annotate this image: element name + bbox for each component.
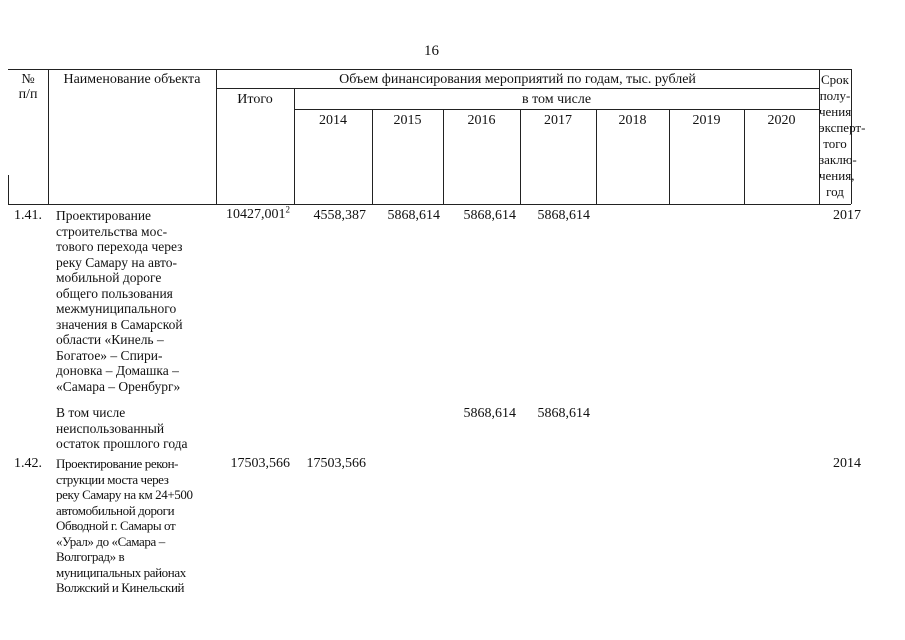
row-1-sub-value-2016: 5868,614 bbox=[463, 406, 516, 421]
header-year-2014: 2014 bbox=[319, 113, 347, 128]
header-num: № п/п bbox=[18, 72, 38, 102]
header-year-2020: 2020 bbox=[767, 113, 796, 128]
header-funding: Объем финансирования мероприятий по годам, тыс. рублей bbox=[339, 72, 696, 87]
header-rule-funding bbox=[216, 88, 819, 89]
row-1-value-2016: 5868,614 bbox=[463, 208, 516, 223]
row-1-name: Проектирование строительства мос- тового перехода через реку Самару на авто- мобильной дороге общего пользования межмуниципального значения в Самарской области «Кинель – Богатое» – Спири- доновка – Домашка – «Самара – Оренбург» bbox=[56, 208, 183, 394]
page-number: 16 bbox=[424, 43, 439, 59]
header-deadline: Срок полу- чения эксперт- того заклю- чения, год bbox=[819, 72, 866, 199]
row-1-sub-value-2017: 5868,614 bbox=[537, 406, 590, 421]
header-year-2018: 2018 bbox=[618, 113, 647, 128]
row-2-deadline: 2014 bbox=[833, 456, 861, 471]
header-total: Итого bbox=[237, 92, 273, 107]
table-top-border bbox=[8, 69, 851, 70]
header-year-2017: 2017 bbox=[544, 113, 572, 128]
row-1-value-2014: 4558,387 bbox=[313, 208, 366, 223]
row-2-total: 17503,566 bbox=[230, 456, 290, 471]
header-year-2019: 2019 bbox=[692, 113, 721, 128]
row-2-name: Проектирование рекон- струкции моста через реку Самару на км 24+500 автомобильной дороги Обводной г. Самары от «Урал» до «Самара – Волгоград» в муниципальных районах Волжский и Кинельский bbox=[56, 456, 193, 595]
header-year-2016: 2016 bbox=[467, 113, 496, 128]
row-1-value-2015: 5868,614 bbox=[387, 208, 440, 223]
col-border-left bbox=[8, 175, 9, 204]
header-year-2015: 2015 bbox=[393, 113, 422, 128]
row-2-num: 1.42. bbox=[14, 456, 42, 471]
row-1-deadline: 2017 bbox=[833, 208, 861, 223]
row-1-sub-name: В том числе неиспользованный остаток прошлого года bbox=[56, 405, 188, 451]
row-2-value-2014: 17503,566 bbox=[306, 456, 366, 471]
row-1-value-2017: 5868,614 bbox=[537, 208, 590, 223]
row-1-num: 1.41. bbox=[14, 208, 42, 223]
header-bottom-border bbox=[8, 204, 851, 205]
header-including: в том числе bbox=[521, 92, 592, 107]
col-border-right bbox=[851, 69, 852, 204]
col-border-name bbox=[216, 69, 217, 204]
row-1-total: 10427,001$^2$ bbox=[226, 204, 290, 222]
col-border-num bbox=[48, 69, 49, 204]
header-name: Наименование объекта bbox=[63, 72, 201, 87]
